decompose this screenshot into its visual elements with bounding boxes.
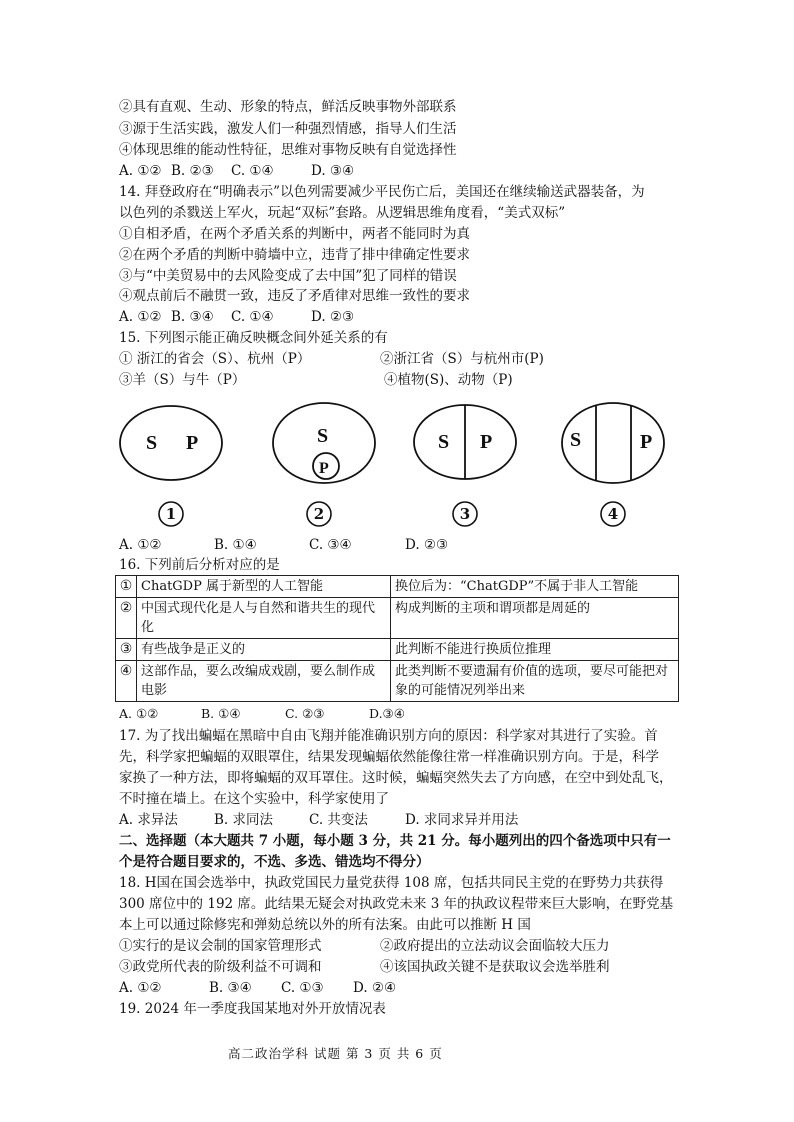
q16-table <box>115 575 679 702</box>
table-row <box>116 639 679 661</box>
q14-item-4: ④观点前后不融贯一致，违反了矛盾律对思维一致性的要求 <box>119 288 470 304</box>
q17-option-a[interactable]: A. 求异法 <box>119 812 178 828</box>
row-right-cell: 换位后为：“ChatGDP”不属于非人工智能 <box>391 576 679 598</box>
row-right-cell: 此判断不能进行换质位推理 <box>391 639 679 661</box>
diagram-1-number: 1 <box>165 505 177 523</box>
q14-option-d[interactable]: D. ②③ <box>311 309 355 325</box>
section2-heading-line2: 个是符合题目要求的，不选、多选、错选均不得分） <box>119 854 430 870</box>
q19-stem: 19. 2024 年一季度我国某地对外开放情况表 <box>119 1001 386 1017</box>
diagram-2-s: S <box>317 425 329 447</box>
diagram-4-p: P <box>640 431 653 453</box>
q15-stem: 15. 下列图示能正确反映概念间外延关系的有 <box>119 330 388 346</box>
row-left-cell: 中国式现代化是人与自然和谐共生的现代化 <box>137 598 391 639</box>
q17-options <box>119 810 518 830</box>
q17-option-b[interactable]: B. 求同法 <box>214 812 274 828</box>
q17-option-c[interactable]: C. 共变法 <box>309 812 368 828</box>
q15-item-1: ① 浙江的省会（S）、杭州（P） <box>119 351 311 367</box>
q18-option-b[interactable]: B. ③④ <box>209 980 252 996</box>
q18-item-2: ②政府提出的立法动议会面临较大压力 <box>380 938 610 954</box>
diagram-2-p: P <box>319 460 329 477</box>
row-left-cell: 这部作品，要么改编成戏剧，要么制作成电影 <box>137 661 391 702</box>
diagram-4-number: 4 <box>607 505 619 523</box>
q18-item-3: ③政党所代表的阶级利益不可调和 <box>119 959 322 975</box>
q15-options <box>119 535 448 555</box>
row-right-cell: 此类判断不要遗漏有价值的选项，要尽可能把对象的可能情况列举出来 <box>391 661 679 702</box>
q18-option-c[interactable]: C. ①③ <box>281 980 324 996</box>
row-left-cell: ChatGDP 属于新型的人工智能 <box>137 576 391 598</box>
q14-item-2: ②在两个矛盾的判断中骑墙中立，违背了排中律确定性要求 <box>119 247 470 263</box>
q16-stem: 16. 下列前后分析对应的是 <box>119 557 280 573</box>
q14-stem-line2: 以色列的杀戮送上军火，玩起“双标”套路。从逻辑思维角度看，“美式双标” <box>119 205 566 221</box>
diagram-4-s: S <box>570 429 582 451</box>
q18-line-2: 300 席位中的 192 席。此结果无疑会对执政党未来 3 年的执政议程带来巨大影响，在野党基 <box>119 896 674 912</box>
q15-option-b[interactable]: B. ①④ <box>214 537 257 553</box>
diagram-3-p: P <box>480 431 493 453</box>
q18-options <box>119 978 396 998</box>
q15-option-c[interactable]: C. ③④ <box>309 537 352 553</box>
q16-option-c[interactable]: C. ②③ <box>285 706 325 721</box>
q18-option-a[interactable]: A. ①② <box>119 980 162 996</box>
q18-item-4: ④该国执政关键不是获取议会选举胜利 <box>380 959 610 975</box>
row-number: ④ <box>116 661 137 702</box>
diagram-3-number: 3 <box>459 505 471 523</box>
q16-option-a[interactable]: A. ①② <box>119 706 159 721</box>
q14-option-c[interactable]: C. ①④ <box>231 309 274 325</box>
row-left-cell: 有些战争是正义的 <box>137 639 391 661</box>
diagram-1-p: P <box>186 432 199 454</box>
q14-stem-line1: 14. 拜登政府在“明确表示”以色列需要减少平民伤亡后，美国还在继续输送武器装备，为 <box>119 184 645 200</box>
q17-line-2: 先，科学家把蝙蝠的双眼罩住，结果发现蝙蝠依然能像往常一样准确识别方向。于是，科学 <box>119 749 659 765</box>
q13-item-4: ④体现思维的能动性特征，思维对事物反映有自觉选择性 <box>119 142 457 158</box>
diagram-3-s: S <box>438 431 450 453</box>
q18-item-1: ①实行的是议会制的国家管理形式 <box>119 938 322 954</box>
table-row <box>116 598 679 639</box>
q18-option-d[interactable]: D. ②④ <box>353 980 397 996</box>
q14-option-a[interactable]: A. ①② <box>119 309 162 325</box>
q15-item-3: ③羊（S）与牛（P） <box>119 372 246 388</box>
diagram-1-ellipse <box>120 406 222 480</box>
q14-item-3: ③与“中美贸易中的去风险变成了去中国”犯了同样的错误 <box>119 268 457 284</box>
q15-option-d[interactable]: D. ②③ <box>405 537 449 553</box>
q15-item-2: ②浙江省（S）与杭州市(P) <box>380 351 544 367</box>
q13-option-d[interactable]: D. ③④ <box>311 163 355 179</box>
row-number: ③ <box>116 639 137 661</box>
q18-line-3: 本上可以通过除修宪和弹劾总统以外的所有法案。由此可以推断 H 国 <box>119 917 531 933</box>
q15-item-4: ④植物(S)、动物（P) <box>384 372 513 388</box>
page-footer: 高二政治学科 试题 第 3 页 共 6 页 <box>228 1046 443 1061</box>
q16-options <box>119 704 405 724</box>
q13-item-3: ③源于生活实践，激发人们一种强烈情感，指导人们生活 <box>119 121 457 137</box>
q15-option-a[interactable]: A. ①② <box>119 537 162 553</box>
concept-diagrams <box>0 0 794 540</box>
row-number: ① <box>116 576 137 598</box>
row-right-cell: 构成判断的主项和谓项都是周延的 <box>391 598 679 639</box>
q13-item-2: ②具有直观、生动、形象的特点，鲜活反映事物外部联系 <box>119 99 457 115</box>
q17-option-d[interactable]: D. 求同求异并用法 <box>405 812 519 828</box>
q13-option-c[interactable]: C. ①④ <box>231 163 274 179</box>
q16-option-d[interactable]: D.③④ <box>369 706 405 721</box>
q17-line-4: 不时撞在墙上。在这个实验中，科学家使用了 <box>119 791 389 807</box>
q14-item-1: ①自相矛盾，在两个矛盾关系的判断中，两者不能同时为真 <box>119 226 470 242</box>
section2-heading-line1: 二、选择题（本大题共 7 小题，每小题 3 分，共 21 分。每小题列出的四个备选项中只有一 <box>119 833 671 849</box>
q17-line-3: 家换了一种方法，即将蝙蝠的双耳罩住。这时候，蝙蝠突然失去了方向感，在空中到处乱飞， <box>119 770 673 786</box>
q16-option-b[interactable]: B. ①④ <box>201 706 241 721</box>
table-row <box>116 661 679 702</box>
q13-option-a[interactable]: A. ①② <box>119 163 162 179</box>
q18-line-1: 18. H国在国会选举中，执政党国民力量党获得 108 席，包括共同民主党的在野势力共获得 <box>119 875 664 891</box>
q13-option-b[interactable]: B. ②③ <box>171 163 214 179</box>
diagram-1-s: S <box>146 432 158 454</box>
table-row <box>116 576 679 598</box>
row-number: ② <box>116 598 137 639</box>
diagram-2-number: 2 <box>313 505 325 523</box>
q17-line-1: 17. 为了找出蝙蝠在黑暗中自由飞翔并能准确识别方向的原因：科学家对其进行了实验。首 <box>119 728 658 744</box>
q14-option-b[interactable]: B. ③④ <box>171 309 214 325</box>
